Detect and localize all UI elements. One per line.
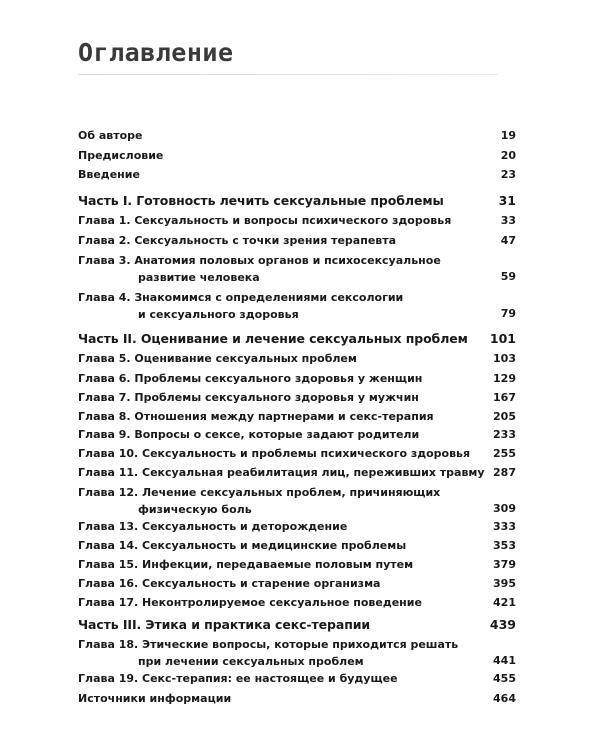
toc-entry-page: 59 xyxy=(500,270,516,283)
toc-entry-label: Глава 19. Секс-терапия: ее настоящее и будущее xyxy=(78,672,398,685)
toc-entry-label: Часть III. Этика и практика секс-терапии xyxy=(78,617,371,632)
toc-entry-page: 31 xyxy=(498,193,516,208)
toc-entry-page: 103 xyxy=(493,352,516,365)
toc-entry-label-line2: развитие человека xyxy=(138,271,260,284)
toc-entry-label: Часть I. Готовность лечить сексуальные проблемы xyxy=(78,193,444,208)
toc-entry-label-line1: Глава 18. Этические вопросы, которые приходится решать xyxy=(78,638,459,651)
toc-entry-label-line1: Глава 4. Знакомимся с определениями сексологии xyxy=(78,291,404,304)
toc-entry-page: 309 xyxy=(493,502,516,515)
toc-entry-label: Глава 10. Сексуальность и проблемы психического здоровья xyxy=(78,447,471,460)
toc-entry-label xyxy=(78,252,468,286)
toc-entry-label: Об авторе xyxy=(78,129,143,142)
toc-entry-label: Глава 8. Отношения между партнерами и секс-терапия xyxy=(78,410,434,423)
toc-entry-label xyxy=(78,289,468,323)
toc-entry-label: Глава 1. Сексуальность и вопросы психического здоровья xyxy=(78,214,452,227)
toc-entry-page: 441 xyxy=(493,654,516,667)
toc-entry-label: Глава 9. Вопросы о сексе, которые задают родители xyxy=(78,428,420,441)
toc-entry-label: Источники информации xyxy=(78,692,232,705)
toc-entry-page: 255 xyxy=(493,447,516,460)
toc-entry-page: 129 xyxy=(493,372,516,385)
toc-entry-page: 19 xyxy=(500,129,516,142)
toc-entry-page: 79 xyxy=(500,307,516,320)
toc-entry-label: Глава 11. Сексуальная реабилитация лиц, переживших травму xyxy=(78,466,485,479)
toc-entry-label-line1: Глава 12. Лечение сексуальных проблем, причиняющих xyxy=(78,486,441,499)
toc-entry-label xyxy=(78,636,468,670)
toc-entry-page: 20 xyxy=(500,149,516,162)
toc-entry-page: 421 xyxy=(493,596,516,609)
page-title: Оглавление xyxy=(78,38,234,67)
toc-entry-label-line2: при лечении сексуальных проблем xyxy=(138,655,364,668)
toc-entry-label-line2: и сексуального здоровья xyxy=(138,308,299,321)
toc-entry-page: 287 xyxy=(493,466,516,479)
toc-entry-page: 167 xyxy=(493,391,516,404)
toc-entry-page: 33 xyxy=(500,214,516,227)
toc-entry-page: 455 xyxy=(493,672,516,685)
toc-entry-page: 23 xyxy=(500,168,516,181)
toc-entry-page: 205 xyxy=(493,410,516,423)
toc-entry-page: 353 xyxy=(493,539,516,552)
toc-entry-label: Глава 15. Инфекции, передаваемые половым путем xyxy=(78,558,414,571)
toc-entry-label: Глава 5. Оценивание сексуальных проблем xyxy=(78,352,357,365)
toc-entry-page: 395 xyxy=(493,577,516,590)
toc-entry-page: 379 xyxy=(493,558,516,571)
toc-entry-label xyxy=(78,484,468,518)
toc-entry-page: 47 xyxy=(500,234,516,247)
toc-entry-label: Глава 16. Сексуальность и старение организма xyxy=(78,577,381,590)
toc-entry-label: Предисловие xyxy=(78,149,164,162)
toc-entry-label: Глава 7. Проблемы сексуального здоровья у мужчин xyxy=(78,391,419,404)
toc-entry-page: 101 xyxy=(489,331,516,346)
toc-entry-label: Глава 13. Сексуальность и деторождение xyxy=(78,520,348,533)
toc-entry-page: 464 xyxy=(493,692,516,705)
toc-entry-label-line2: физическую боль xyxy=(138,503,252,516)
toc-entry-label: Глава 14. Сексуальность и медицинские проблемы xyxy=(78,539,407,552)
toc-entry-page: 439 xyxy=(489,617,516,632)
toc-entry-page: 333 xyxy=(493,520,516,533)
toc-entry-label: Введение xyxy=(78,168,140,181)
table-of-contents xyxy=(78,0,516,750)
toc-entry-page: 233 xyxy=(493,428,516,441)
toc-entry-label: Глава 2. Сексуальность с точки зрения терапевта xyxy=(78,234,397,247)
toc-entry-label: Глава 6. Проблемы сексуального здоровья у женщин xyxy=(78,372,423,385)
toc-entry-label-line1: Глава 3. Анатомия половых органов и психосексуальное xyxy=(78,254,441,267)
toc-entry-label: Глава 17. Неконтролируемое сексуальное поведение xyxy=(78,596,422,609)
toc-entry-label: Часть II. Оценивание и лечение сексуальных проблем xyxy=(78,331,468,346)
